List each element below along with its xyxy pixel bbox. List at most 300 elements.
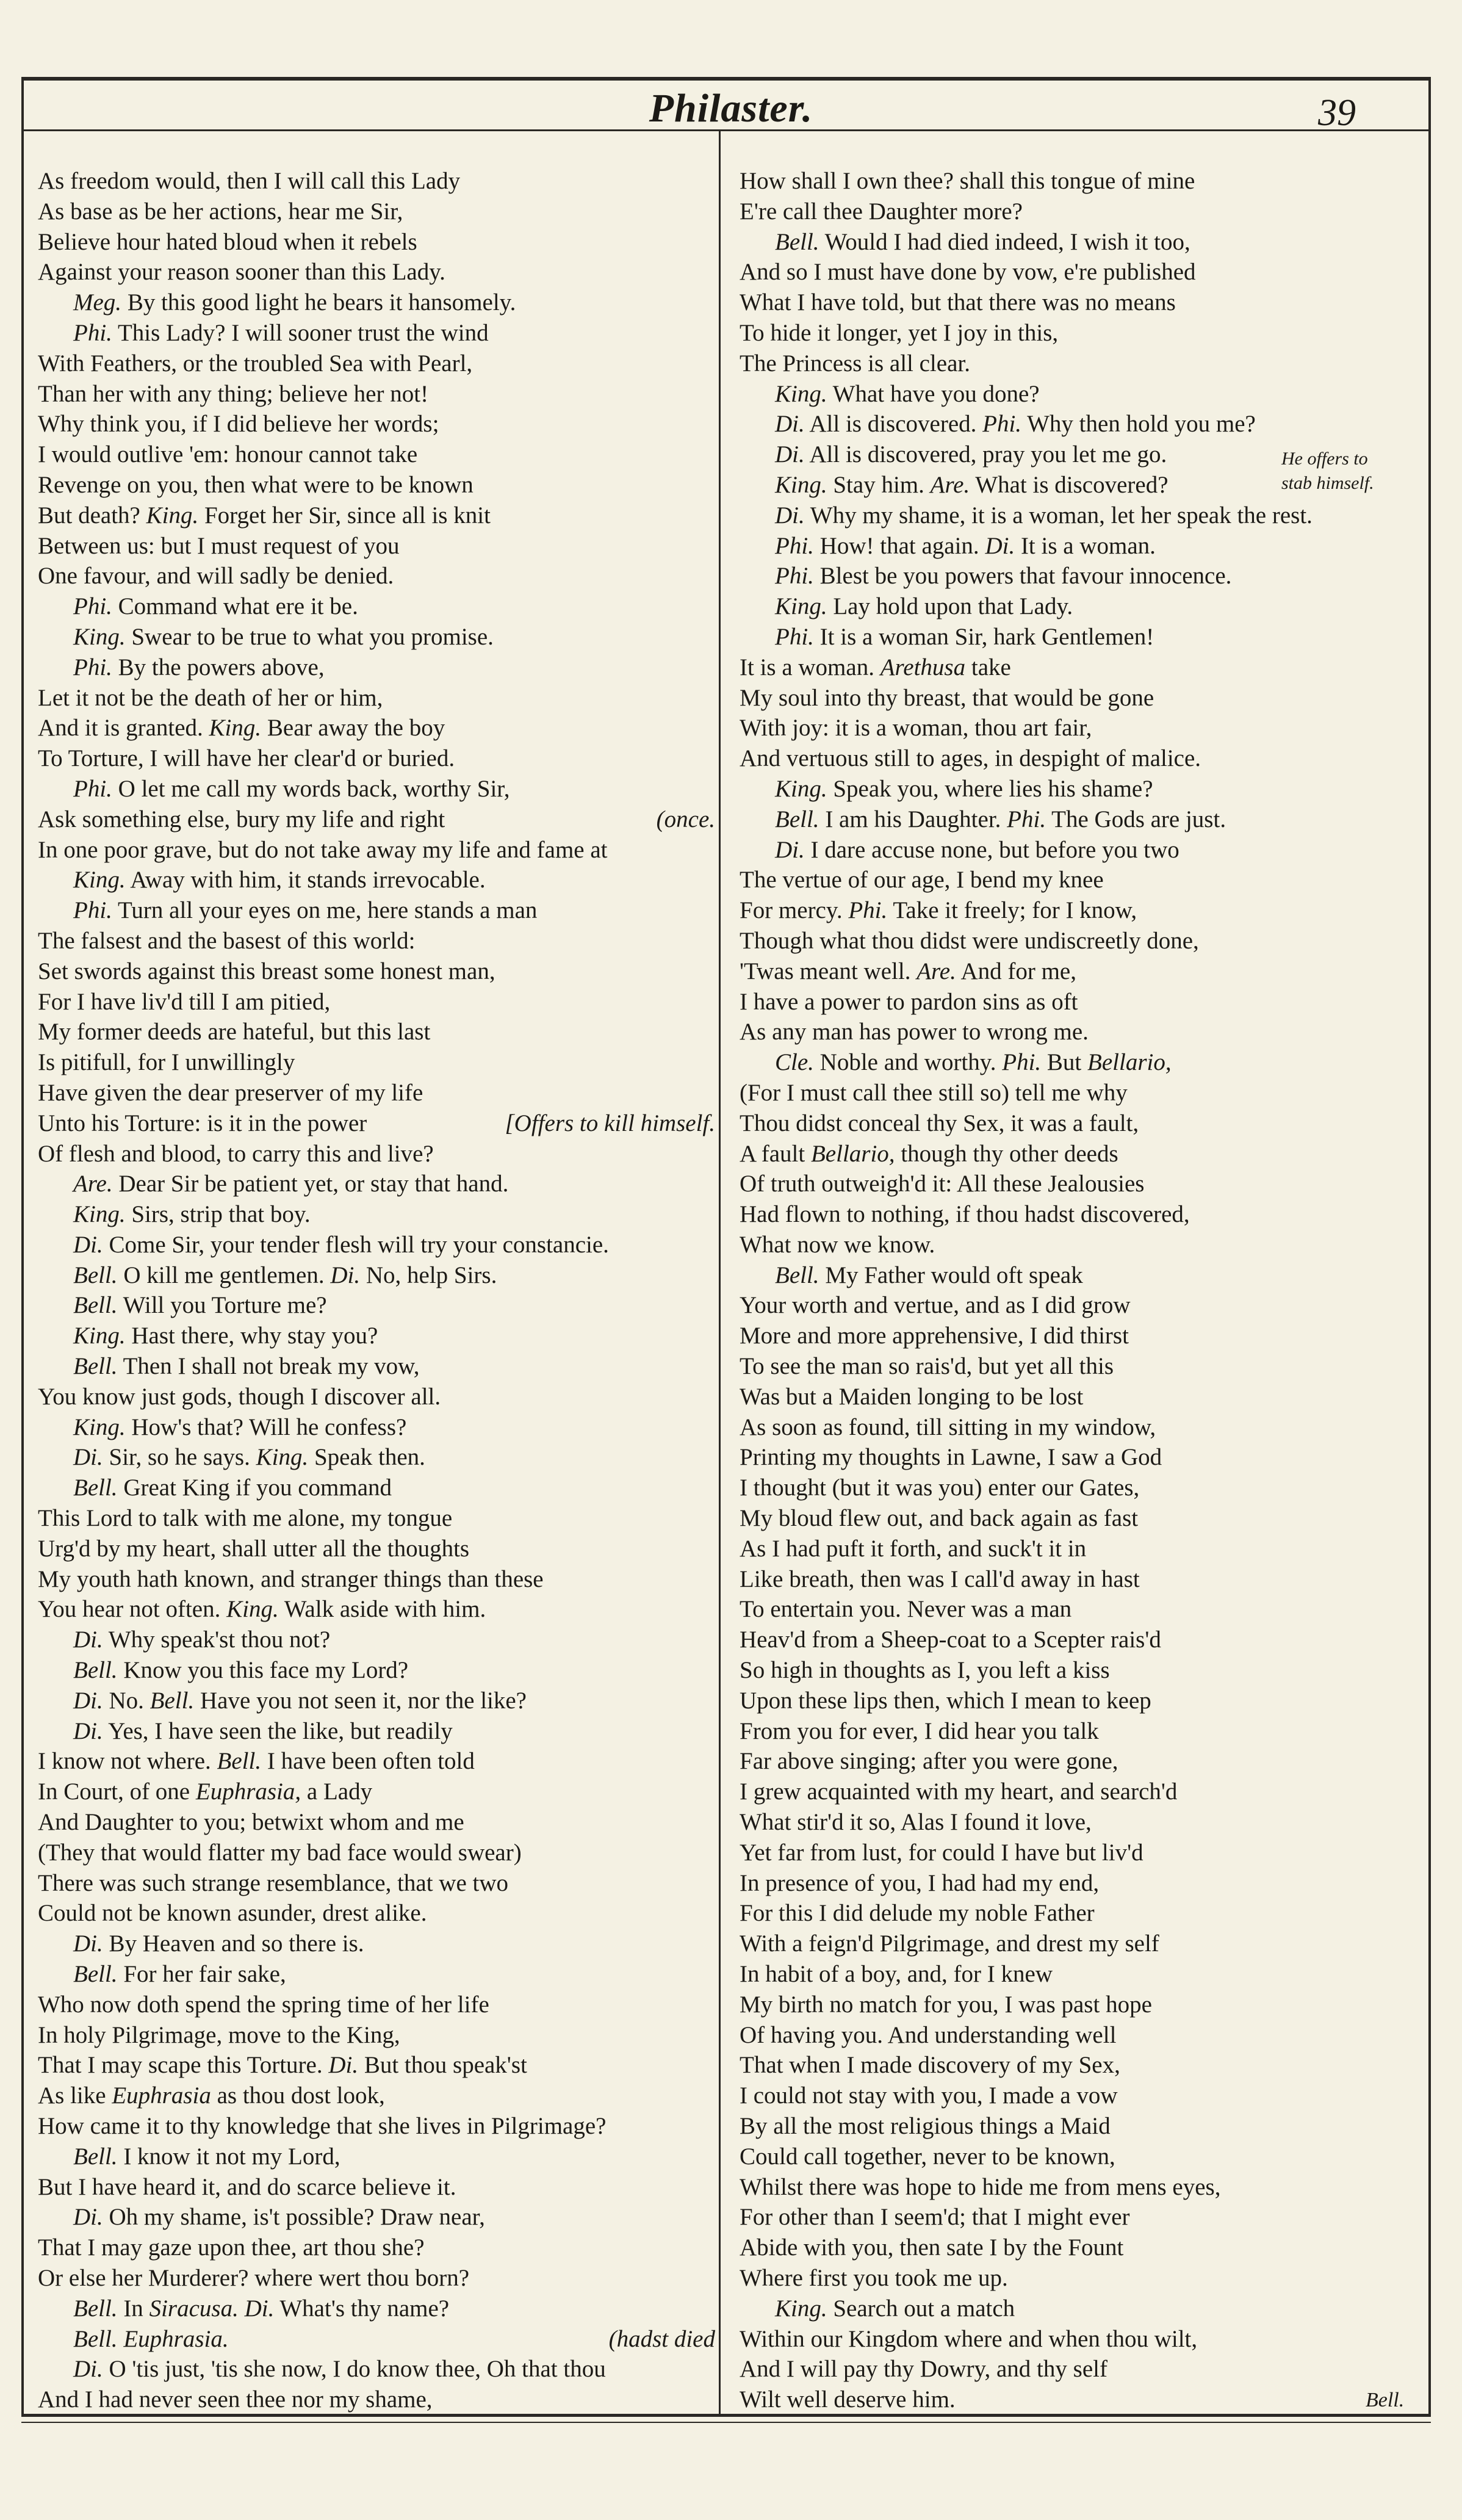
dialogue-text: Will you Torture me? xyxy=(123,1292,327,1319)
text-line xyxy=(740,1503,1426,1534)
dialogue-text: My Father would oft speak xyxy=(825,1262,1083,1288)
text-line xyxy=(740,531,1426,561)
dialogue-text: And vertuous still to ages, in despight of malice. xyxy=(740,745,1201,772)
speaker-name: Bell. xyxy=(73,1262,118,1288)
text-line xyxy=(38,1290,715,1321)
dialogue-text: What I have told, but that there was no means xyxy=(740,289,1176,316)
dialogue-text: Had flown to nothing, if thou hadst discovered, xyxy=(740,1201,1190,1228)
dialogue-text: O kill me gentlemen. xyxy=(123,1262,325,1288)
text-line xyxy=(740,956,1426,987)
dialogue-text: It is a woman. xyxy=(740,654,874,681)
speaker-name: Are. xyxy=(916,958,956,984)
dialogue-text: From you for ever, I did hear you talk xyxy=(740,1717,1099,1744)
dialogue-text: I have a power to pardon sins as oft xyxy=(740,988,1078,1015)
dialogue-text: Your worth and vertue, and as I did grow xyxy=(740,1292,1131,1319)
text-line xyxy=(38,2142,715,2172)
text-line xyxy=(38,2172,715,2203)
text-line xyxy=(38,2294,715,2324)
dialogue-text: Abide with you, then sate I by the Fount xyxy=(740,2234,1124,2261)
text-line xyxy=(38,1564,715,1595)
text-line xyxy=(38,1625,715,1655)
text-line xyxy=(740,743,1426,774)
dialogue-text: 'Twas meant well. xyxy=(740,958,911,984)
speaker-name: Bell. xyxy=(775,806,819,832)
text-line xyxy=(740,197,1426,227)
dialogue-text: Between us: but I must request of you xyxy=(38,532,400,559)
dialogue-text: My youth hath known, and stranger things than these xyxy=(38,1565,544,1592)
dialogue-text: though thy other deeds xyxy=(901,1140,1118,1167)
text-line xyxy=(740,1139,1426,1169)
dialogue-text: To entertain you. Never was a man xyxy=(740,1596,1072,1623)
catchword: Bell. xyxy=(1366,2389,1405,2411)
text-line xyxy=(740,2385,1426,2415)
dialogue-text: You know just gods, though I discover all. xyxy=(38,1383,441,1410)
speaker-name: King. xyxy=(209,715,262,742)
speaker-name: Bell. xyxy=(73,2325,118,2352)
dialogue-text: Thou didst conceal thy Sex, it was a fault, xyxy=(740,1110,1139,1136)
text-line xyxy=(38,2081,715,2111)
italic-name: Arethusa xyxy=(880,654,966,681)
dialogue-text: As like xyxy=(38,2082,106,2109)
dialogue-text: By Heaven and so there is. xyxy=(109,1930,364,1957)
dialogue-text: For her fair sake, xyxy=(123,1961,286,1988)
text-line xyxy=(740,2050,1426,2081)
text-line xyxy=(740,1473,1426,1503)
dialogue-text: I thought (but it was you) enter our Gates, xyxy=(740,1475,1140,1501)
text-line xyxy=(38,1382,715,1412)
dialogue-text: In presence of you, I had had my end, xyxy=(740,1869,1100,1896)
dialogue-text: By all the most religious things a Maid xyxy=(740,2113,1111,2139)
dialogue-text: No, help Sirs. xyxy=(366,1262,497,1288)
page-number: 39 xyxy=(1318,92,1356,134)
speaker-name: Di. xyxy=(775,411,805,438)
dialogue-text: What have you done? xyxy=(832,380,1040,407)
text-line xyxy=(38,1655,715,1686)
dialogue-text: Against your reason sooner than this Lady. xyxy=(38,259,445,286)
text-line xyxy=(740,1746,1426,1777)
italic-name: Euphrasia. xyxy=(123,2325,229,2352)
dialogue-text: And so I must have done by vow, e're published xyxy=(740,259,1196,286)
text-line xyxy=(740,227,1426,258)
text-line xyxy=(740,379,1426,410)
dialogue-text: As I had puft it forth, and suck't it in xyxy=(740,1535,1087,1562)
text-line xyxy=(38,1230,715,1260)
speaker-name: Di. xyxy=(73,1930,103,1957)
text-line xyxy=(740,2020,1426,2051)
dialogue-text: Bear away the boy xyxy=(267,715,445,742)
text-line xyxy=(740,1655,1426,1686)
text-line xyxy=(740,1929,1426,1959)
dialogue-text: Could call together, never to be known, xyxy=(740,2143,1115,2170)
dialogue-text: To hide it longer, yet I joy in this, xyxy=(740,319,1059,346)
dialogue-text: Revenge on you, then what were to be known xyxy=(38,471,474,498)
dialogue-text: Could not be known asunder, drest alike. xyxy=(38,1900,427,1927)
dialogue-text: For other than I seem'd; that I might ever xyxy=(740,2204,1130,2231)
left-frame-rule xyxy=(21,77,24,2414)
text-line xyxy=(740,1290,1426,1321)
dialogue-text: Urg'd by my heart, shall utter all the thoughts xyxy=(38,1535,470,1562)
dialogue-text: Stay him. xyxy=(833,471,924,498)
text-line xyxy=(38,227,715,258)
text-line xyxy=(740,2172,1426,2203)
dialogue-text: Though what thou didst were undiscreetly done, xyxy=(740,927,1199,954)
speaker-name: Bell. xyxy=(73,1961,118,1988)
dialogue-text: Why then hold you me? xyxy=(1027,411,1256,438)
dialogue-text: The vertue of our age, I bend my knee xyxy=(740,867,1104,894)
dialogue-text: How! that again. xyxy=(819,532,979,559)
text-line xyxy=(740,1868,1426,1899)
text-line xyxy=(38,2385,715,2415)
text-line xyxy=(740,652,1426,683)
text-line xyxy=(38,774,715,804)
text-line xyxy=(740,2294,1426,2324)
dialogue-text: I dare accuse none, but before you two xyxy=(810,836,1179,863)
dialogue-text: Is pitifull, for I unwillingly xyxy=(38,1049,295,1076)
dialogue-text: Have given the dear preserver of my life xyxy=(38,1079,423,1106)
column-divider xyxy=(719,129,721,2414)
dialogue-text: take xyxy=(971,654,1011,681)
text-line xyxy=(740,2111,1426,2142)
speaker-name: Phi. xyxy=(73,775,112,802)
text-line xyxy=(38,683,715,713)
dialogue-text: This Lady? I will sooner trust the wind xyxy=(117,319,489,346)
dialogue-text: I am his Daughter. xyxy=(825,806,1001,832)
dialogue-text: How's that? Will he confess? xyxy=(131,1413,407,1440)
speaker-name: Bell. xyxy=(775,228,819,255)
dialogue-text: Away with him, it stands irrevocable. xyxy=(130,867,486,894)
right-frame-rule xyxy=(1428,77,1431,2414)
dialogue-text: But xyxy=(1046,1049,1082,1076)
dialogue-text: Take it freely; for I know, xyxy=(893,897,1137,924)
dialogue-text: It is a woman Sir, hark Gentlemen! xyxy=(819,623,1154,650)
text-line xyxy=(38,2111,715,2142)
text-line xyxy=(740,987,1426,1017)
dialogue-text: So high in thoughts as I, you left a kiss xyxy=(740,1657,1110,1684)
speaker-name: Di. xyxy=(985,532,1015,559)
speaker-name: Bell. xyxy=(73,1657,118,1684)
text-line xyxy=(38,1716,715,1747)
right-column xyxy=(740,166,1426,2415)
speaker-name: Bell. xyxy=(149,1687,195,1714)
text-line xyxy=(38,1929,715,1959)
dialogue-text: My bloud flew out, and back again as fast xyxy=(740,1505,1139,1532)
text-line xyxy=(38,1199,715,1230)
dialogue-text: But I have heard it, and do scarce believe it. xyxy=(38,2173,456,2200)
text-line xyxy=(740,1351,1426,1382)
dialogue-text: O 'tis just, 'tis she now, I do know thee, Oh that thou xyxy=(109,2356,606,2383)
dialogue-text: Walk aside with him. xyxy=(284,1596,486,1623)
dialogue-text: And I will pay thy Dowry, and thy self xyxy=(740,2356,1107,2383)
text-line xyxy=(38,1868,715,1899)
speaker-name: King. xyxy=(146,502,199,529)
dialogue-text: Believe hour hated bloud when it rebels xyxy=(38,228,417,255)
text-line xyxy=(38,1686,715,1716)
speaker-name: King. xyxy=(775,775,827,802)
text-line xyxy=(38,956,715,987)
text-line xyxy=(38,257,715,287)
text-line xyxy=(740,348,1426,379)
speaker-name: Phi. xyxy=(73,654,112,681)
text-line xyxy=(38,1503,715,1534)
text-line xyxy=(740,409,1426,439)
text-line xyxy=(38,2020,715,2051)
stage-direction-line: He offers to xyxy=(1281,449,1368,469)
text-line xyxy=(38,2050,715,2081)
dialogue-text: How came it to thy knowledge that she lives in Pilgrimage? xyxy=(38,2113,607,2139)
text-line xyxy=(38,652,715,683)
text-line xyxy=(740,865,1426,895)
text-line xyxy=(740,774,1426,804)
text-line xyxy=(740,2354,1426,2385)
dialogue-text: O let me call my words back, worthy Sir, xyxy=(118,775,510,802)
speaker-name: Phi. xyxy=(775,532,814,559)
text-line xyxy=(38,804,715,835)
text-line xyxy=(38,987,715,1017)
text-line xyxy=(740,2081,1426,2111)
dialogue-text: Far above singing; after you were gone, xyxy=(740,1748,1118,1775)
dialogue-text: I know not where. xyxy=(38,1748,211,1775)
speaker-name: Di. xyxy=(775,502,805,529)
speaker-name: King. xyxy=(73,867,126,894)
italic-name: Bellario, xyxy=(810,1140,895,1167)
dialogue-text: What is discovered? xyxy=(975,471,1169,498)
dialogue-text: Speak you, where lies his shame? xyxy=(833,775,1153,802)
dialogue-text: More and more apprehensive, I did thirst xyxy=(740,1323,1129,1349)
text-line xyxy=(38,2324,715,2355)
dialogue-text: All is discovered, pray you let me go. xyxy=(809,441,1167,468)
dialogue-text: In Court, of one xyxy=(38,1778,190,1805)
dialogue-text: Sir, so he says. xyxy=(109,1444,250,1471)
text-line xyxy=(38,622,715,652)
dialogue-text: Why think you, if I did believe her words; xyxy=(38,411,439,438)
text-line xyxy=(740,1412,1426,1443)
dialogue-text: Noble and worthy. xyxy=(819,1049,996,1076)
speaker-name: Di. xyxy=(775,836,805,863)
dialogue-text: Hast there, why stay you? xyxy=(131,1323,378,1349)
speaker-name: Phi. xyxy=(73,319,112,346)
dialogue-text: The Gods are just. xyxy=(1051,806,1226,832)
text-line xyxy=(38,1412,715,1443)
dialogue-text: Swear to be true to what you promise. xyxy=(131,623,494,650)
dialogue-text: Blest be you powers that favour innocence. xyxy=(819,563,1232,590)
dialogue-text: Or else her Murderer? where wert thou born? xyxy=(38,2264,470,2291)
text-line xyxy=(740,287,1426,318)
text-line xyxy=(740,257,1426,287)
text-line xyxy=(38,2354,715,2385)
dialogue-text: But thou speak'st xyxy=(364,2052,527,2079)
speaker-name: King. xyxy=(73,623,126,650)
speaker-name: Di. xyxy=(328,2052,359,2079)
dialogue-text: As freedom would, then I will call this Lady xyxy=(38,168,461,194)
dialogue-text: Oh my shame, is't possible? Draw near, xyxy=(109,2204,485,2231)
speaker-name: Bell. xyxy=(775,1262,819,1288)
speaker-name: Phi. xyxy=(73,593,112,620)
dialogue-text: To see the man so rais'd, but yet all this xyxy=(740,1353,1114,1380)
dialogue-text: With Feathers, or the troubled Sea with Pearl, xyxy=(38,350,473,377)
stage-direction: (hadst died xyxy=(608,2325,715,2352)
text-line xyxy=(740,2142,1426,2172)
text-line xyxy=(740,1716,1426,1747)
speaker-name: Phi. xyxy=(775,563,814,590)
dialogue-text: As any man has power to wrong me. xyxy=(740,1019,1089,1045)
dialogue-text: My former deeds are hateful, but this last xyxy=(38,1019,431,1045)
text-line xyxy=(38,1351,715,1382)
text-line xyxy=(740,561,1426,591)
text-line xyxy=(740,1564,1426,1595)
text-line xyxy=(38,591,715,622)
speaker-name: Di. xyxy=(73,1231,103,1258)
dialogue-text: And for me, xyxy=(960,958,1076,984)
text-line xyxy=(740,1108,1426,1139)
dialogue-text: For mercy. xyxy=(740,897,843,924)
text-line xyxy=(38,713,715,743)
dialogue-text: as thou dost look, xyxy=(217,2082,385,2109)
dialogue-text: I would outlive 'em: honour cannot take xyxy=(38,441,418,468)
text-line xyxy=(740,1594,1426,1625)
speaker-name: Phi. xyxy=(775,623,814,650)
dialogue-text: With joy: it is a woman, thou art fair, xyxy=(740,715,1092,742)
speaker-name: Di. xyxy=(775,441,805,468)
dialogue-text: What's thy name? xyxy=(279,2295,450,2322)
speaker-name: King. xyxy=(226,1596,279,1623)
text-line xyxy=(38,1746,715,1777)
bottom-rule-thin xyxy=(21,2422,1431,2423)
text-line xyxy=(38,439,715,470)
dialogue-text: I know it not my Lord, xyxy=(123,2143,340,2170)
dialogue-text: Than her with any thing; believe her not! xyxy=(38,380,429,407)
dialogue-text: a Lady xyxy=(306,1778,373,1805)
text-line xyxy=(38,1534,715,1564)
dialogue-text: To Torture, I will have her clear'd or buried. xyxy=(38,745,455,772)
dialogue-text: Why speak'st thou not? xyxy=(108,1626,331,1653)
dialogue-text: Know you this face my Lord? xyxy=(123,1657,409,1684)
dialogue-text: Of having you. And understanding well xyxy=(740,2021,1117,2048)
dialogue-text: In xyxy=(123,2295,143,2322)
text-line xyxy=(740,1230,1426,1260)
speaker-name: King. xyxy=(775,471,827,498)
speaker-name: Phi. xyxy=(73,897,112,924)
text-line xyxy=(38,1594,715,1625)
dialogue-text: (They that would flatter my bad face would swear) xyxy=(38,1839,522,1866)
dialogue-text: It is a woman. xyxy=(1020,532,1156,559)
text-line xyxy=(740,1260,1426,1291)
speaker-name: Phi. xyxy=(1002,1049,1042,1076)
text-line xyxy=(740,318,1426,348)
dialogue-text: Ask something else, bury my life and right xyxy=(38,806,445,832)
dialogue-text: I grew acquainted with my heart, and search'd xyxy=(740,1778,1178,1805)
speaker-name: Bell. xyxy=(73,2143,118,2170)
text-line xyxy=(38,2263,715,2294)
text-line xyxy=(740,1442,1426,1473)
speaker-name: Phi. xyxy=(982,411,1022,438)
text-line xyxy=(740,1534,1426,1564)
speaker-name: Meg. xyxy=(73,289,122,316)
dialogue-text: A fault xyxy=(740,1140,805,1167)
dialogue-text: Of flesh and blood, to carry this and live? xyxy=(38,1140,434,1167)
text-line xyxy=(38,1473,715,1503)
text-line xyxy=(38,895,715,926)
speaker-name: Di. xyxy=(73,1717,103,1744)
dialogue-text: This Lord to talk with me alone, my tongue xyxy=(38,1505,453,1532)
dialogue-text: By this good light he bears it hansomely. xyxy=(127,289,516,316)
speaker-name: Bell. xyxy=(217,1748,262,1775)
text-line xyxy=(38,1169,715,1199)
stage-direction-brace xyxy=(1281,447,1374,496)
speaker-name: Bell. xyxy=(73,1475,118,1501)
text-line xyxy=(740,1807,1426,1838)
dialogue-text: Come Sir, your tender flesh will try your constancie. xyxy=(109,1231,609,1258)
dialogue-text: And I had never seen thee nor my shame, xyxy=(38,2386,433,2413)
dialogue-text: Set swords against this breast some honest man, xyxy=(38,958,495,984)
dialogue-text: You hear not often. xyxy=(38,1596,221,1623)
speaker-name: Di. xyxy=(330,1262,361,1288)
speaker-name: Di. xyxy=(73,1687,103,1714)
dialogue-text: One favour, and will sadly be denied. xyxy=(38,563,394,590)
dialogue-text: In one poor grave, but do not take away my life and fame at xyxy=(38,836,608,863)
text-line xyxy=(38,1807,715,1838)
speaker-name: Di. xyxy=(73,1444,103,1471)
text-line xyxy=(38,1777,715,1807)
dialogue-text: Lay hold upon that Lady. xyxy=(833,593,1073,620)
dialogue-text: Where first you took me up. xyxy=(740,2264,1008,2291)
dialogue-text: Unto his Torture: is it in the power xyxy=(38,1110,367,1136)
text-line xyxy=(740,2324,1426,2355)
speaker-name: Bell. xyxy=(73,1353,118,1380)
text-line xyxy=(38,1139,715,1169)
dialogue-text: Like breath, then was I call'd away in hast xyxy=(740,1565,1140,1592)
dialogue-text: What now we know. xyxy=(740,1231,935,1258)
text-line xyxy=(740,1898,1426,1929)
text-line xyxy=(740,166,1426,197)
speaker-name: King. xyxy=(775,593,827,620)
dialogue-text: Search out a match xyxy=(833,2295,1015,2322)
speaker-name: King. xyxy=(73,1323,126,1349)
left-column xyxy=(38,166,715,2415)
text-line xyxy=(740,683,1426,713)
dialogue-text: With a feign'd Pilgrimage, and drest my self xyxy=(740,1930,1159,1957)
stage-direction-line: stab himself. xyxy=(1281,473,1374,493)
running-title: Philaster. xyxy=(649,86,813,131)
text-line xyxy=(38,287,715,318)
text-line xyxy=(38,1260,715,1291)
speaker-name: King. xyxy=(256,1444,309,1471)
dialogue-text: Turn all your eyes on me, here stands a man xyxy=(117,897,538,924)
speaker-name: Di. xyxy=(244,2295,275,2322)
text-line xyxy=(38,409,715,439)
dialogue-text: I have been often told xyxy=(267,1748,475,1775)
dialogue-text: Yet far from lust, for could I have but liv'd xyxy=(740,1839,1143,1866)
stage-direction: [Offers to kill himself. xyxy=(505,1110,715,1136)
dialogue-text: That when I made discovery of my Sex, xyxy=(740,2052,1120,2079)
dialogue-text: What stir'd it so, Alas I found it love, xyxy=(740,1809,1092,1836)
text-line xyxy=(740,622,1426,652)
italic-name: Bellario, xyxy=(1087,1049,1172,1076)
italic-name: Euphrasia xyxy=(112,2082,211,2109)
dialogue-text: Who now doth spend the spring time of her life xyxy=(38,1991,489,2018)
speaker-name: Phi. xyxy=(1007,806,1046,832)
dialogue-text: (For I must call thee still so) tell me why xyxy=(740,1079,1128,1106)
text-line xyxy=(740,1169,1426,1199)
dialogue-text: I could not stay with you, I made a vow xyxy=(740,2082,1118,2109)
text-line xyxy=(38,1990,715,2020)
dialogue-text: All is discovered. xyxy=(809,411,977,438)
text-line xyxy=(38,835,715,865)
dialogue-text: How shall I own thee? shall this tongue of mine xyxy=(740,168,1195,194)
text-line xyxy=(740,1017,1426,1047)
speaker-name: Di. xyxy=(73,2204,103,2231)
speaker-name: King. xyxy=(775,2295,827,2322)
text-line xyxy=(38,926,715,956)
